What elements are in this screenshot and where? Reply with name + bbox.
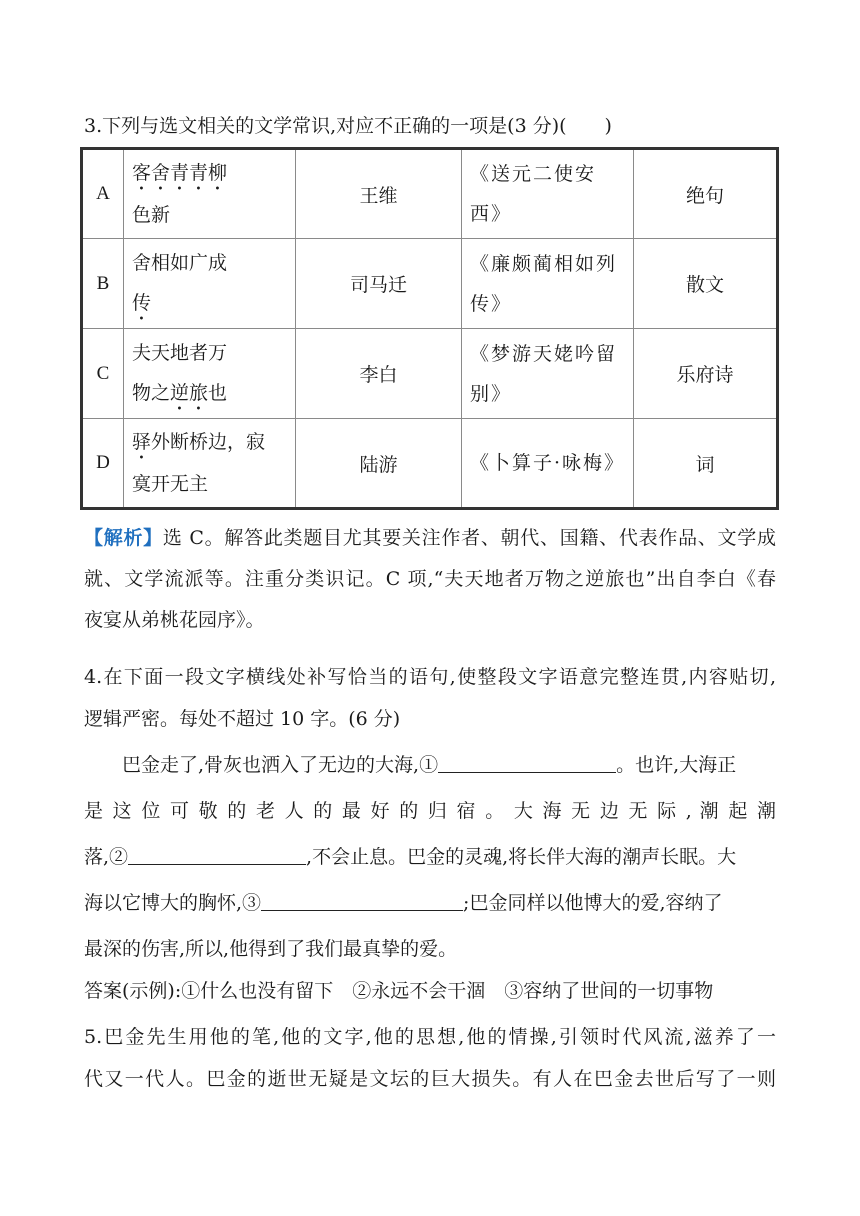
answer-blank-2[interactable] xyxy=(128,842,306,865)
author-cell: 李白 xyxy=(296,329,462,419)
answer-example: 答案(示例):①什么也没有留下 ②永远不会干涸 ③容纳了世间的一切事物 xyxy=(84,980,714,1002)
analysis-text: 选 C。解答此类题目尤其要关注作者、朝代、国籍、代表作品、文学成 xyxy=(162,527,776,549)
work-text: 《廉颇蔺相如列 xyxy=(470,252,618,275)
table-row xyxy=(82,329,778,419)
work-text: 传》 xyxy=(470,292,513,315)
work-cell xyxy=(462,149,634,239)
emphasized-text: 驿 xyxy=(132,431,152,453)
work-text: 《梦游天姥吟留 xyxy=(470,342,618,365)
option-letter: A xyxy=(82,149,124,239)
work-text: 别》 xyxy=(470,382,513,405)
work-text: 西》 xyxy=(470,203,513,225)
analysis-block xyxy=(84,518,784,641)
quote-cell xyxy=(124,239,296,329)
quote-cell xyxy=(124,419,296,509)
quote-text: 寞开无主 xyxy=(132,473,209,495)
question-3-stem: 3.下列与选文相关的文学常识,对应不正确的一项是(3 分)( ) xyxy=(84,115,612,137)
passage-line: 巴金走了,骨灰也洒入了无边的大海,① 。也许,大海正 xyxy=(122,750,736,777)
genre-cell: 散文 xyxy=(634,239,778,329)
quote-text: 色新 xyxy=(132,204,171,226)
option-letter: B xyxy=(82,239,124,329)
emphasized-text: 逆旅 xyxy=(170,381,209,404)
work-cell xyxy=(462,239,634,329)
quote-text: 舍相如广成 xyxy=(132,251,228,274)
passage-line: 海以它博大的胸怀,③ ;巴金同样以他博大的爱,容纳了 xyxy=(84,888,723,915)
passage-line: 落,② ,不会止息。巴金的灵魂,将长伴大海的潮声长眠。大 xyxy=(84,842,736,869)
analysis-tag: 【解析】 xyxy=(84,527,163,549)
answer-blank-1[interactable] xyxy=(438,750,616,773)
quote-cell xyxy=(124,149,296,239)
quote-text: 传 xyxy=(132,291,152,314)
question-4-stem: 4.在下面一段文字横线处补写恰当的语句,使整段文字语意完整连贯,内容贴切, xyxy=(84,666,776,688)
work-text: 《送元二使安 xyxy=(470,163,597,185)
author-cell: 陆游 xyxy=(296,419,462,509)
question-5-stem: 代又一代人。巴金的逝世无疑是文坛的巨大损失。有人在巴金去世后写了一则 xyxy=(84,1068,776,1090)
quote-text: 夫天地者万 xyxy=(132,341,228,364)
work-cell xyxy=(462,419,634,509)
genre-cell: 词 xyxy=(634,419,778,509)
question-4-stem: 逻辑严密。每处不超过 10 字。(6 分) xyxy=(84,708,401,730)
analysis-text: 夜宴从弟桃花园序》。 xyxy=(84,609,265,631)
table-row xyxy=(82,149,778,239)
answer-blank-3[interactable] xyxy=(261,888,463,911)
quote-cell xyxy=(124,329,296,419)
author-cell: 王维 xyxy=(296,149,462,239)
option-letter: D xyxy=(82,419,124,509)
option-letter: C xyxy=(82,329,124,419)
genre-cell: 绝句 xyxy=(634,149,778,239)
table-row xyxy=(82,419,778,509)
quote-text: 客舍青青柳 xyxy=(132,162,228,184)
author-cell: 司马迁 xyxy=(296,239,462,329)
passage-line: 最深的伤害,所以,他得到了我们最真挚的爱。 xyxy=(84,938,458,960)
work-cell xyxy=(462,329,634,419)
question-5-stem: 5.巴金先生用他的笔,他的文字,他的思想,他的情操,引领时代风流,滋养了一 xyxy=(84,1026,776,1048)
literature-table xyxy=(80,147,779,510)
table-row xyxy=(82,239,778,329)
quote-text: 物之 xyxy=(132,381,171,404)
passage-line: 是 这 位 可 敬 的 老 人 的 最 好 的 归 宿 。 大 海 无 边 无 际 , 潮 起 潮 xyxy=(84,800,776,822)
analysis-text: 就、文学流派等。注重分类识记。C 项,“夫天地者万物之逆旅也”出自李白《春 xyxy=(84,568,776,590)
work-text: 《卜算子·咏梅》 xyxy=(470,452,626,474)
quote-text: 外断桥边，寂 xyxy=(151,431,266,453)
quote-text: 也 xyxy=(208,381,228,404)
genre-cell: 乐府诗 xyxy=(634,329,778,419)
